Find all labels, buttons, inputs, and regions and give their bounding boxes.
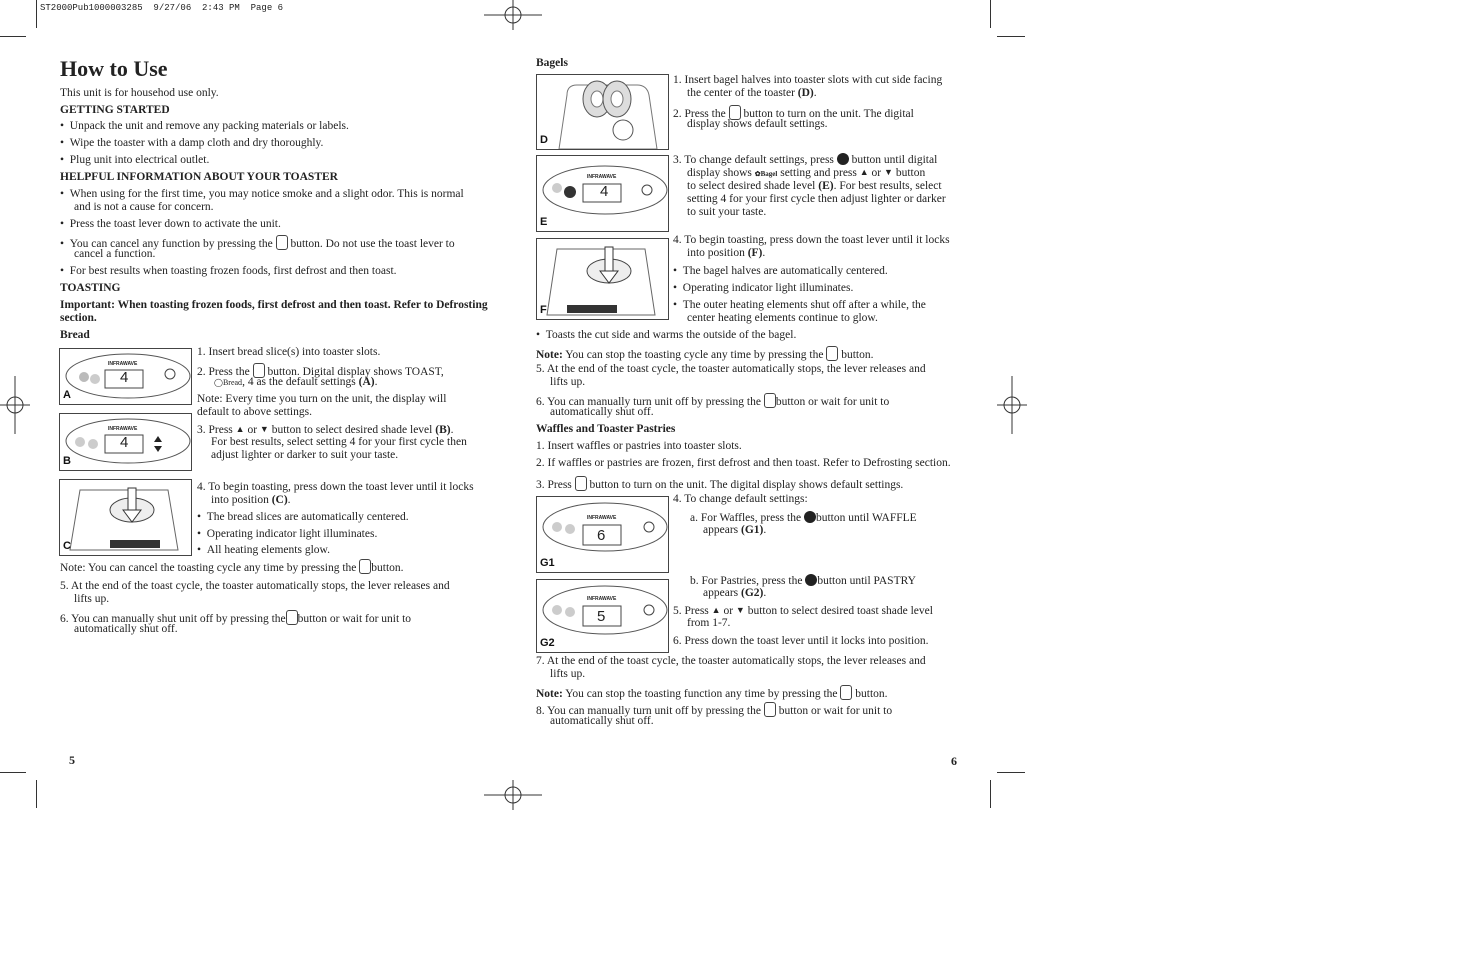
- bagel-step-1-cont: the center of the toaster (D).: [687, 87, 817, 99]
- bread-setting-icon: ◯Bread: [214, 378, 243, 387]
- intro-text: This unit is for househod use only.: [60, 87, 219, 99]
- figure-g1-control-panel: [536, 496, 669, 573]
- brand-logo: INFRAWAVE: [587, 596, 617, 602]
- waffle-step-4b: b. For Pastries, press the button until PASTRY: [690, 575, 916, 587]
- brand-logo: INFRAWAVE: [587, 515, 617, 521]
- crop-mark: [990, 780, 991, 808]
- crop-mark: [36, 0, 37, 28]
- down-arrow-icon: ▼: [259, 424, 269, 434]
- list-item: • You can cancel any function by pressing the button. Do not use the toast lever to: [60, 235, 455, 251]
- bagel-step-2-cont: display shows default settings.: [687, 118, 828, 130]
- figure-g2-control-panel: [536, 579, 669, 653]
- bagel-step-6: 6. You can manually turn unit off by pressing the button or wait for unit to: [536, 393, 889, 409]
- bagel-step-2: 2. Press the button to turn on the unit. The digital: [673, 105, 914, 121]
- bagel-step-5-cont: lifts up.: [550, 376, 586, 388]
- figure-label: G1: [540, 557, 555, 569]
- registration-mark-top: [484, 0, 542, 30]
- crop-mark: [990, 0, 991, 28]
- list-item: • Unpack the unit and remove any packing materials or labels.: [60, 120, 349, 132]
- list-item: • All heating elements glow.: [197, 544, 330, 556]
- display-digit: 4: [120, 434, 129, 451]
- figure-label: E: [540, 216, 548, 228]
- bread-step-2: 2. Press the button. Digital display shows TOAST,: [197, 363, 444, 379]
- bread-step-5-cont: lifts up.: [74, 593, 110, 605]
- registration-mark-bottom: [484, 780, 542, 810]
- display-digit: 6: [597, 527, 606, 544]
- bagel-step-3-cont: setting 4 for your first cycle then adjust lighter or darker: [687, 193, 946, 205]
- bread-step-5: 5. At the end of the toast cycle, the toaster automatically stops, the lever releases and: [60, 580, 450, 592]
- waffle-step-4a: a. For Waffles, press the button until WAFFLE: [690, 512, 917, 524]
- bread-step-3-cont: For best results, select setting 4 for your first cycle then: [211, 436, 467, 448]
- bagel-step-4-cont: into position (F).: [687, 247, 766, 259]
- bread-step-4: 4. To begin toasting, press down the toast lever until it locks: [197, 481, 474, 493]
- display-digit: 5: [597, 608, 606, 625]
- crop-mark: [0, 772, 26, 773]
- bread-step-1: 1. Insert bread slice(s) into toaster slots.: [197, 346, 381, 358]
- crop-mark: [36, 780, 37, 808]
- list-item: • For best results when toasting frozen foods, first defrost and then toast.: [60, 265, 397, 277]
- list-item: • When using for the first time, you may notice smoke and a slight odor. This is normal: [60, 188, 464, 200]
- power-button-icon: [837, 153, 849, 165]
- figure-c-toaster-lever: [59, 479, 192, 556]
- list-item: • The bread slices are automatically centered.: [197, 511, 409, 523]
- figure-label: A: [63, 389, 71, 401]
- list-item: • Toasts the cut side and warms the outside of the bagel.: [536, 329, 797, 341]
- waffle-step-3: 3. Press button to turn on the unit. The digital display shows default settings.: [536, 476, 903, 492]
- registration-mark-left: [0, 376, 30, 434]
- figure-label: C: [63, 540, 71, 552]
- bread-step-6-cont: automatically shut off.: [74, 623, 178, 635]
- power-cancel-icon: [575, 476, 587, 491]
- list-item: • Wipe the toaster with a damp cloth and dry thoroughly.: [60, 137, 324, 149]
- waffle-step-7-cont: lifts up.: [550, 668, 586, 680]
- getting-started-heading: GETTING STARTED: [60, 104, 170, 116]
- bagel-step-1: 1. Insert bagel halves into toaster slots with cut side facing: [673, 74, 943, 86]
- display-digit: 4: [120, 369, 129, 386]
- crop-mark: [997, 36, 1025, 37]
- helpful-info-heading: HELPFUL INFORMATION ABOUT YOUR TOASTER: [60, 171, 338, 183]
- figure-d-bagel-toaster: [536, 74, 669, 150]
- crop-mark: [0, 36, 26, 37]
- waffle-step-8-cont: automatically shut off.: [550, 715, 654, 727]
- bread-step-6: 6. You can manually shut unit off by pressing the button or wait for unit to: [60, 610, 411, 626]
- bagels-heading: Bagels: [536, 57, 568, 69]
- list-item: • Plug unit into electrical outlet.: [60, 154, 210, 166]
- bagel-step-5: 5. At the end of the toast cycle, the toaster automatically stops, the lever releases and: [536, 363, 926, 375]
- important-note: Important: When toasting frozen foods, first defrost and then toast. Refer to Defrosting: [60, 299, 488, 311]
- list-item: • Operating indicator light illuminates.: [673, 282, 854, 294]
- up-arrow-icon: ▲: [711, 605, 721, 615]
- down-arrow-icon: ▼: [884, 167, 893, 177]
- bagel-step-6-cont: automatically shut off.: [550, 406, 654, 418]
- power-cancel-icon: [764, 702, 776, 717]
- brand-logo: INFRAWAVE: [108, 426, 138, 432]
- waffle-step-4b-cont: appears (G2).: [703, 587, 767, 599]
- bagel-step-3-cont: to select desired shade level (E). For best results, select: [687, 180, 942, 192]
- list-item: • The outer heating elements shut off after a while, the: [673, 299, 926, 311]
- bagel-note: Note: You can stop the toasting cycle any time by pressing the button.: [536, 346, 873, 362]
- list-item: • Press the toast lever down to activate the unit.: [60, 218, 281, 230]
- list-item-cont: and is not a cause for concern.: [74, 201, 214, 213]
- page-number-right: 6: [951, 754, 957, 768]
- waffles-heading: Waffles and Toaster Pastries: [536, 423, 676, 435]
- power-cancel-icon: [764, 393, 776, 408]
- bread-note-cont: default to above settings.: [197, 406, 312, 418]
- bread-step-2-cont: ◯Bread, 4 as the default settings (A).: [214, 376, 378, 388]
- waffle-step-4a-cont: appears (G1).: [703, 524, 767, 536]
- figure-a-control-panel: [59, 348, 192, 405]
- waffle-step-2: 2. If waffles or pastries are frozen, first defrost and then toast. Refer to Defrosting section.: [536, 457, 951, 469]
- page-number-left: 5: [69, 753, 75, 767]
- print-slug: ST2000Pub1000003285 9/27/06 2:43 PM Page 6: [40, 3, 284, 13]
- list-item-cont: cancel a function.: [74, 248, 156, 260]
- page-title: How to Use: [60, 56, 168, 81]
- brand-logo: INFRAWAVE: [108, 361, 138, 367]
- waffle-step-5: 5. Press ▲ or ▼ button to select desired toast shade level: [673, 605, 933, 617]
- figure-b-control-panel: [59, 413, 192, 471]
- up-arrow-icon: ▲: [859, 167, 869, 177]
- list-item: • The bagel halves are automatically centered.: [673, 265, 888, 277]
- important-note-cont: section.: [60, 312, 97, 324]
- bagel-step-3-cont: display shows ✿Bagel setting and press ▲ or ▼ button: [687, 167, 926, 179]
- toasting-heading: TOASTING: [60, 282, 121, 294]
- bread-note: Note: Every time you turn on the unit, the display will: [197, 393, 447, 405]
- waffle-step-5-cont: from 1-7.: [687, 617, 731, 629]
- waffle-step-1: 1. Insert waffles or pastries into toaster slots.: [536, 440, 742, 452]
- down-arrow-icon: ▼: [735, 605, 745, 615]
- power-cancel-icon: [840, 685, 852, 700]
- bread-note-cancel: Note: You can cancel the toasting cycle any time by pressing the button.: [60, 559, 404, 575]
- figure-label: B: [63, 455, 71, 467]
- waffle-step-8: 8. You can manually turn unit off by pressing the button or wait for unit to: [536, 702, 892, 718]
- waffle-note: Note: You can stop the toasting function any time by pressing the button.: [536, 685, 888, 701]
- bagel-step-3: 3. To change default settings, press button until digital: [673, 154, 938, 166]
- bagel-step-4: 4. To begin toasting, press down the toast lever until it locks: [673, 234, 950, 246]
- crop-mark: [997, 772, 1025, 773]
- brand-logo: INFRAWAVE: [587, 174, 617, 180]
- power-cancel-icon: [826, 346, 838, 361]
- up-arrow-icon: ▲: [235, 424, 245, 434]
- power-cancel-icon: [276, 235, 288, 250]
- power-cancel-icon: [286, 610, 298, 625]
- bread-step-4-cont: into position (C).: [211, 494, 291, 506]
- power-button-icon: [805, 574, 817, 586]
- bread-step-3-cont: adjust lighter or darker to suit your taste.: [211, 449, 399, 461]
- waffle-step-4: 4. To change default settings:: [673, 493, 808, 505]
- power-button-icon: [804, 511, 816, 523]
- power-cancel-icon: [359, 559, 371, 574]
- figure-f-toaster-lever: [536, 238, 669, 320]
- bagel-setting-icon: ✿Bagel: [754, 170, 778, 178]
- display-digit: 4: [600, 183, 609, 200]
- list-item-cont: center heating elements continue to glow.: [687, 312, 878, 324]
- bread-heading: Bread: [60, 329, 90, 341]
- waffle-step-7: 7. At the end of the toast cycle, the toaster automatically stops, the lever releases and: [536, 655, 926, 667]
- figure-e-control-panel: [536, 155, 669, 232]
- list-item: • Operating indicator light illuminates.: [197, 528, 378, 540]
- figure-label: D: [540, 134, 548, 146]
- waffle-step-6: 6. Press down the toast lever until it locks into position.: [673, 635, 929, 647]
- bread-step-3: 3. Press ▲ or ▼ button to select desired shade level (B).: [197, 424, 454, 436]
- bagel-step-3-cont: to suit your taste.: [687, 206, 767, 218]
- figure-label: F: [540, 304, 547, 316]
- registration-mark-right: [997, 376, 1027, 434]
- figure-label: G2: [540, 637, 555, 649]
